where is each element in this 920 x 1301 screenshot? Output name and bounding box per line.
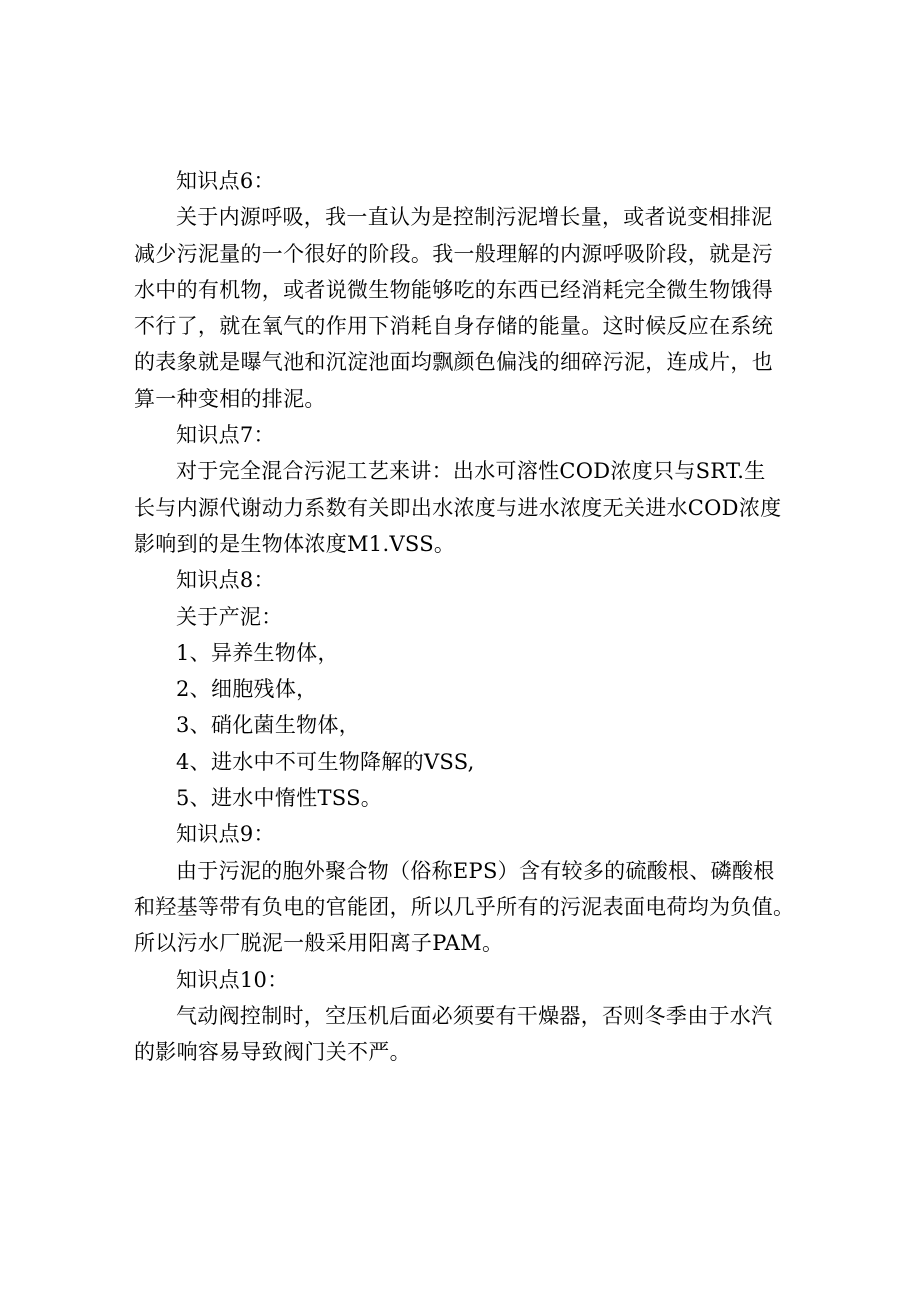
k8-list-item: 5、进水中惰性TSS。 (176, 786, 383, 811)
k8-list-item: 2、细胞残体， (176, 677, 318, 702)
k6-line-3: 水中的有机物，或者说微生物能够吃的东西已经消耗完全微生物饿得 (134, 277, 773, 302)
k7-line-3: 影响到的是生物体浓度M1.VSS。 (134, 531, 456, 556)
heading-knowledge-7: 知识点7： (176, 423, 275, 448)
k8-list-item: 1、异养生物体， (176, 640, 339, 665)
k6-line-4: 不行了，就在氧气的作用下消耗自身存储的能量。这时候反应在系统 (134, 314, 773, 339)
k8-list-item: 3、硝化菌生物体， (176, 713, 361, 738)
k7-line-1: 对于完全混合污泥工艺来讲：出水可溶性COD浓度只与SRT.生 (176, 459, 766, 484)
heading-knowledge-6: 知识点6： (176, 169, 275, 193)
k6-line-2: 减少污泥量的一个很好的阶段。我一般理解的内源呼吸阶段，就是污 (134, 241, 773, 266)
k8-intro: 关于产泥： (176, 604, 283, 629)
k9-line-1: 由于污泥的胞外聚合物（俗称EPS）含有较多的硫酸根、磷酸根 (176, 858, 775, 883)
document-body (134, 163, 795, 1070)
k6-line-5: 的表象就是曝气池和沉淀池面均飘颜色偏浅的细碎污泥，连成片，也 (134, 350, 773, 375)
k10-line-1: 气动阀控制时，空压机后面必须要有干燥器，否则冬季由于水汽 (176, 1003, 773, 1028)
k7-line-2: 长与内源代谢动力系数有关即出水浓度与进水浓度无关进水COD浓度 (134, 495, 782, 520)
heading-knowledge-10: 知识点10： (176, 967, 289, 992)
k8-list-item: 4、进水中不可生物降解的VSS, (176, 749, 475, 774)
heading-knowledge-9: 知识点9： (176, 822, 275, 847)
k9-line-3: 所以污水厂脱泥一般采用阳离子PAM。 (134, 931, 504, 956)
k10-line-2: 的影响容易导致阀门关不严。 (134, 1040, 411, 1065)
k6-line-6: 算一种变相的排泥。 (134, 386, 326, 411)
k9-line-2: 和羟基等带有负电的官能团，所以几乎所有的污泥表面电荷均为负值。 (134, 894, 795, 919)
heading-knowledge-8: 知识点8： (176, 568, 275, 593)
k6-line-1: 关于内源呼吸，我一直认为是控制污泥增长量，或者说变相排泥 (176, 205, 773, 230)
